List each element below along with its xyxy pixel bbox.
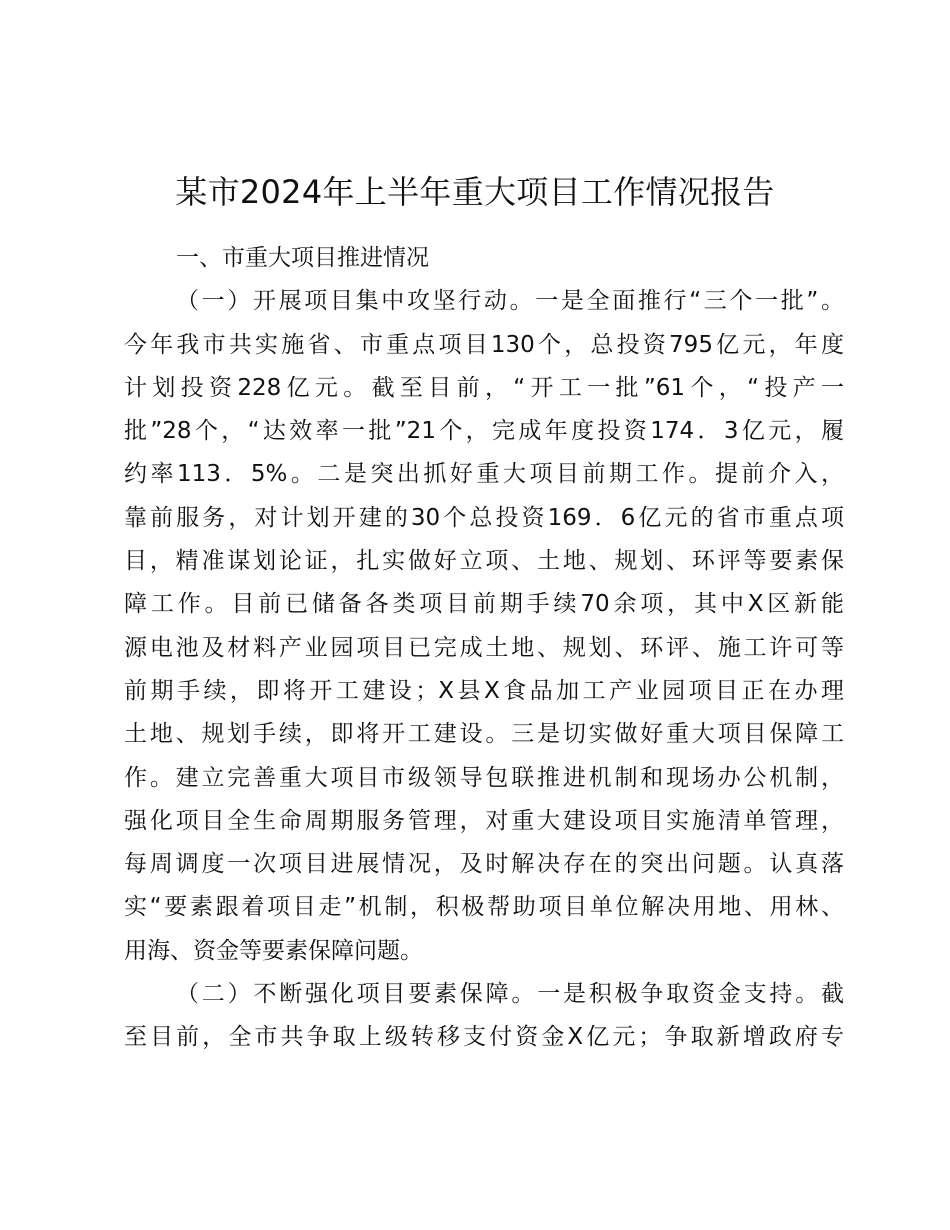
- paragraph-line: 障工作。目前已储备各类项目前期手续70余项，其中X区新能: [124, 591, 844, 618]
- paragraph-line: 实“要素跟着项目走”机制，积极帮助项目单位解决用地、用林、: [124, 894, 844, 921]
- paragraph-line: 用海、资金等要素保障问题。: [124, 937, 423, 964]
- document-body: [124, 237, 844, 1060]
- paragraph-line: （二）不断强化项目要素保障。一是积极争取资金支持。截: [176, 981, 844, 1008]
- paragraph-line: 强化项目全生命周期服务管理，对重大建设项目实施清单管理，: [124, 807, 844, 834]
- paragraph-line: 作。建立完善重大项目市级领导包联推进机制和现场办公机制，: [124, 764, 844, 791]
- paragraph-line: 今年我市共实施省、市重点项目130个，总投资795亿元，年度: [124, 331, 844, 358]
- paragraph-line: 计划投资228亿元。截至目前，“开工一批”61个，“投产一: [124, 374, 844, 401]
- section-heading: 一、市重大项目推进情况: [176, 245, 429, 271]
- paragraph-line: 批”28个，“达效率一批”21个，完成年度投资174．3亿元，履: [124, 418, 844, 445]
- paragraph-line: 每周调度一次项目进展情况，及时解决存在的突出问题。认真落: [124, 851, 844, 878]
- paragraph-line: 至目前，全市共争取上级转移支付资金X亿元；争取新增政府专: [124, 1024, 844, 1051]
- paragraph-line: 源电池及材料产业园项目已完成土地、规划、环评、施工许可等: [124, 634, 844, 661]
- paragraph-line: 约率113．5%。二是突出抓好重大项目前期工作。提前介入，: [124, 461, 844, 488]
- paragraph-line: 土地、规划手续，即将开工建设。三是切实做好重大项目保障工: [124, 721, 844, 748]
- paragraph-line: 前期手续，即将开工建设；X县X食品加工产业园项目正在办理: [124, 677, 844, 704]
- paragraph-line: 目，精准谋划论证，扎实做好立项、土地、规划、环评等要素保: [124, 548, 844, 575]
- paragraph-line: 靠前服务，对计划开建的30个总投资169．6亿元的省市重点项: [124, 504, 844, 531]
- document-title: 某市2024年上半年重大项目工作情况报告: [175, 173, 775, 211]
- paragraph-line: （一）开展项目集中攻坚行动。一是全面推行“三个一批”。: [176, 288, 844, 315]
